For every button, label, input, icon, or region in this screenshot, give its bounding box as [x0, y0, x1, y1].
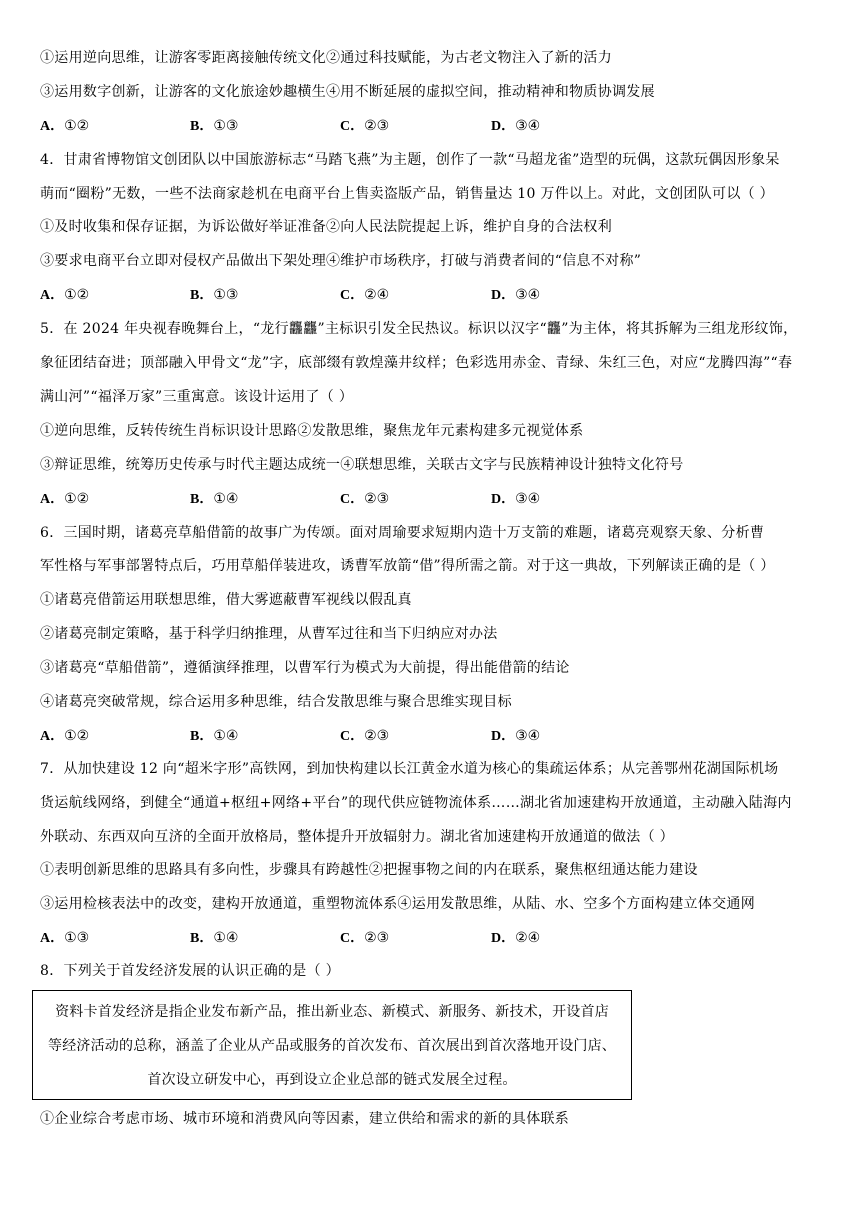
- option-a: A．①②: [40, 728, 90, 744]
- info-card-box: [32, 990, 632, 1100]
- option-c: C．②③: [340, 930, 390, 946]
- option-a: A．①②: [40, 118, 90, 134]
- q5-stem-line-1: 5．在 2024 年央视春晚舞台上，“龙行龘龘”主标识引发全民热议。标识以汉字“龘”为主体，将其拆解为三组龙形纹饰，: [40, 321, 798, 337]
- q4-options: [40, 284, 640, 306]
- q8-stem: 8．下列关于首发经济发展的认识正确的是（ ）: [40, 963, 340, 979]
- option-d: D．③④: [491, 728, 541, 744]
- option-a: A．①②: [40, 287, 90, 303]
- q6-statement-4: ④诸葛亮突破常规，综合运用多种思维，结合发散思维与聚合思维实现目标: [40, 694, 512, 710]
- q5-statement-3-4: ③辩证思维，统筹历史传承与时代主题达成统一④联想思维，关联古文字与民族精神设计独特文化符号: [40, 457, 684, 473]
- q7-statement-3-4: ③运用检核表法中的改变，建构开放通道，重塑物流体系④运用发散思维，从陆、水、空多个方面构建立体交通网: [40, 896, 755, 912]
- q6-statement-1: ①诸葛亮借箭运用联想思维，借大雾遮蔽曹军视线以假乱真: [40, 592, 412, 608]
- info-card-line-3: 首次设立研发中心，再到设立企业总部的链式发展全过程。: [147, 1072, 517, 1088]
- option-b: B．①③: [190, 118, 239, 134]
- option-d: D．③④: [491, 491, 541, 507]
- q7-options: [40, 927, 640, 949]
- q6-statement-2: ②诸葛亮制定策略，基于科学归纳推理，从曹军过往和当下归纳应对办法: [40, 626, 498, 642]
- q5-stem-line-2: 象征团结奋进；顶部融入甲骨文“龙”字，底部缀有敦煌藻井纹样；色彩选用赤金、青绿、朱红三色，对应“龙腾四海”“春: [40, 355, 793, 371]
- option-c: C．②③: [340, 728, 390, 744]
- q3-statement-1-2: ①运用逆向思维，让游客零距离接触传统文化②通过科技赋能，为古老文物注入了新的活力: [40, 50, 612, 66]
- option-d: D．②④: [491, 930, 541, 946]
- q3-statement-3-4: ③运用数字创新，让游客的文化旅途妙趣横生④用不断延展的虚拟空间，推动精神和物质协调发展: [40, 84, 655, 100]
- option-d: D．③④: [491, 287, 541, 303]
- q4-statement-3-4: ③要求电商平台立即对侵权产品做出下架处理④维护市场秩序，打破与消费者间的“信息不对称”: [40, 253, 642, 269]
- q7-statement-1-2: ①表明创新思维的思路具有多向性，步骤具有跨越性②把握事物之间的内在联系，聚焦枢纽通达能力建设: [40, 862, 698, 878]
- q6-statement-3: ③诸葛亮“草船借箭”，遵循演绎推理，以曹军行为模式为大前提，得出能借箭的结论: [40, 660, 570, 676]
- option-d: D．③④: [491, 118, 541, 134]
- option-b: B．①④: [190, 930, 239, 946]
- q5-stem-line-3: 满山河”“福泽万家”三重寓意。该设计运用了（ ）: [40, 389, 354, 405]
- q6-stem-line-2: 军性格与军事部署特点后，巧用草船佯装进攻，诱曹军放箭“借”得所需之箭。对于这一典故，下列解读正确的是（ ）: [40, 558, 775, 574]
- q4-statement-1-2: ①及时收集和保存证据，为诉讼做好举证准备②向人民法院提起上诉，维护自身的合法权利: [40, 219, 612, 235]
- option-c: C．②④: [340, 287, 390, 303]
- q5-options: [40, 488, 640, 510]
- q8-statement-1: ①企业综合考虑市场、城市环境和消费风向等因素，建立供给和需求的新的具体联系: [40, 1111, 570, 1127]
- option-a: A．①②: [40, 491, 90, 507]
- q4-stem-line-2: 萌而“圈粉”无数，一些不法商家趁机在电商平台上售卖盗版产品，销售量达 10 万件以上。对此，文创团队可以（ ）: [40, 186, 774, 202]
- q4-stem-line-1: 4．甘肃省博物馆文创团队以中国旅游标志“马踏飞燕”为主题，创作了一款“马超龙雀”造型的玩偶，这款玩偶因形象呆: [40, 152, 780, 168]
- q6-stem-line-1: 6．三国时期，诸葛亮草船借箭的故事广为传颂。面对周瑜要求短期内造十万支箭的难题，诸葛亮观察天象、分析曹: [40, 525, 765, 541]
- q7-stem-line-1: 7．从加快建设 12 向“超米字形”高铁网，到加快构建以长江黄金水道为核心的集疏运体系；从完善鄂州花湖国际机场: [40, 761, 779, 777]
- option-c: C．②③: [340, 491, 390, 507]
- q6-options: [40, 725, 640, 747]
- option-c: C．②③: [340, 118, 390, 134]
- q3-options: [40, 115, 640, 137]
- q5-statement-1-2: ①逆向思维，反转传统生肖标识设计思路②发散思维，聚焦龙年元素构建多元视觉体系: [40, 423, 584, 439]
- q7-stem-line-3: 外联动、东西双向互济的全面开放格局，整体提升开放辐射力。湖北省加速建构开放通道的做法（ ）: [40, 829, 674, 845]
- info-card-line-1: 资料卡首发经济是指企业发布新产品，推出新业态、新模式、新服务、新技术，开设首店: [55, 1004, 609, 1020]
- q7-stem-line-2: 货运航线网络，到健全“通道+枢纽+网络+平台”的现代供应链物流体系……湖北省加速建构开放通道，主动融入陆海内: [40, 795, 792, 811]
- option-b: B．①④: [190, 491, 239, 507]
- option-a: A．①③: [40, 930, 90, 946]
- option-b: B．①③: [190, 287, 239, 303]
- info-card-line-2: 等经济活动的总称，涵盖了企业从产品或服务的首次发布、首次展出到首次落地开设门店、: [48, 1038, 616, 1054]
- option-b: B．①④: [190, 728, 239, 744]
